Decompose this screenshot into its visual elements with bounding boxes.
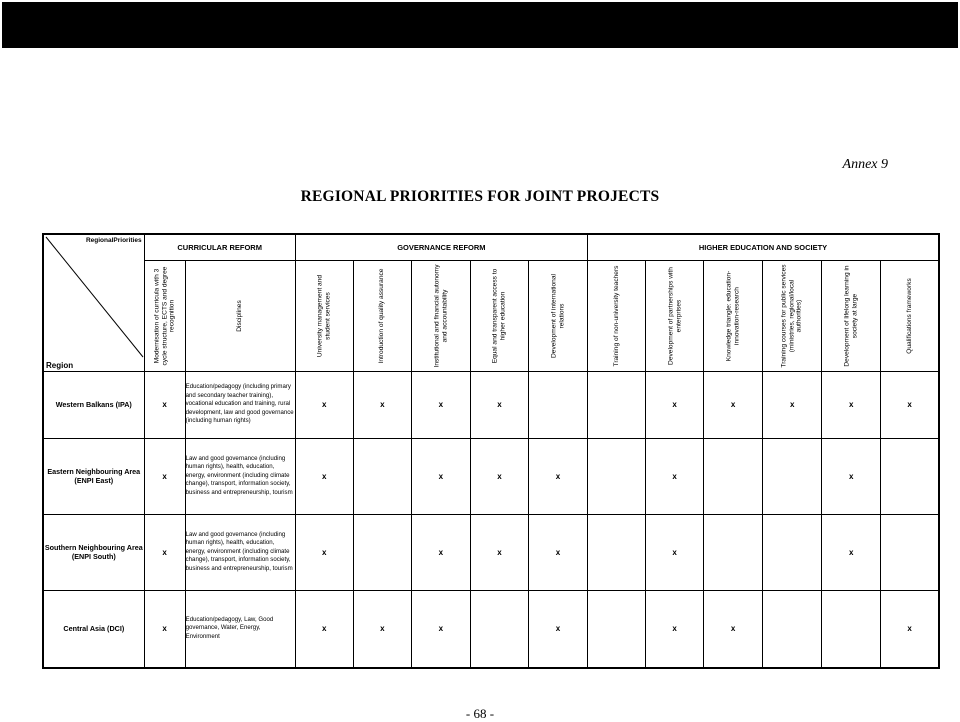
disciplines-cell: Law and good governance (including human rights), health, education, energy, environment (including climate change), transport, information society, business and entrepreneurship, tourism [185,514,295,590]
col-header [185,260,295,371]
disciplines-cell: Law and good governance (including human rights), health, education, energy, environment (including climate change), transport, information society, business and entrepreneurship, tourism [185,438,295,514]
table-row [43,438,939,514]
col-header-text: Equal and transparent access to higher education [491,268,507,363]
table-row [43,514,939,590]
mark-cell [588,438,646,514]
col-header [763,260,822,371]
annex-label: Annex 9 [842,157,888,172]
mark-cell: x [646,514,704,590]
column-header-row [43,260,939,371]
col-header-text: Introduction of quality assurance [378,268,386,363]
mark-cell: x [144,438,185,514]
mark-cell: x [411,514,470,590]
col-header-text: University management and student services [316,274,332,357]
col-header-text: Development of international relations [550,273,565,358]
mark-cell [353,438,411,514]
mark-cell: x [295,514,353,590]
group-header-row [43,234,939,260]
mark-cell: x [646,371,704,438]
mark-cell [588,371,646,438]
col-header [353,260,411,371]
col-header [822,260,881,371]
group-higher-education-society: HIGHER EDUCATION AND SOCIETY [588,234,939,260]
mark-cell: x [144,371,185,438]
col-header-text: Knowledge triangle: education-innovation-research [725,270,741,361]
mark-cell: x [822,371,881,438]
page-number: - 68 - [465,706,495,721]
mark-cell [822,590,881,668]
region-cell: Eastern Neighbouring Area (ENPI East) [43,438,144,514]
col-header [881,260,939,371]
mark-cell: x [646,438,704,514]
region-cell: Southern Neighbouring Area (ENPI South) [43,514,144,590]
group-curricular-reform: CURRICULAR REFORM [144,234,295,260]
disciplines-cell: Education/pedagogy, Law, Good governance, Water, Energy, Environment [185,590,295,668]
corner-priorities-label: RegionalPriorities [85,237,142,244]
region-cell: Central Asia (DCI) [43,590,144,668]
mark-cell: x [822,514,881,590]
table-row [43,371,939,438]
mark-cell [763,590,822,668]
mark-cell [470,590,528,668]
col-header [528,260,587,371]
corner-cell [43,234,144,371]
mark-cell [881,438,939,514]
mark-cell: x [763,371,822,438]
mark-cell: x [353,590,411,668]
col-header-text: Development of lifelong learning in society at large [843,264,859,367]
region-cell: Western Balkans (IPA) [43,371,144,438]
mark-cell [588,590,646,668]
mark-cell: x [881,590,939,668]
col-header [411,260,470,371]
mark-cell: x [704,371,763,438]
priorities-table [42,233,940,669]
col-header [704,260,763,371]
mark-cell [353,514,411,590]
mark-cell: x [470,514,528,590]
col-header-text: Training courses for public services (ministries, regional/local authorities) [780,263,803,368]
mark-cell: x [144,590,185,668]
mark-cell: x [295,438,353,514]
col-header-text: Modernisation of curricula with 3 cycle structure, ECTS and degree recognition [153,266,176,365]
mark-cell: x [528,514,587,590]
mark-cell [528,371,587,438]
mark-cell: x [881,371,939,438]
mark-cell: x [295,590,353,668]
col-header-text: Qualifications frameworks [905,277,913,354]
mark-cell [704,514,763,590]
disciplines-cell: Education/pedagogy (including primary and secondary teacher training), vocational education and training, rural development, law and good governance (including human rights) [185,371,295,438]
col-header [470,260,528,371]
corner-diagonal [44,235,145,372]
mark-cell: x [144,514,185,590]
mark-cell: x [295,371,353,438]
col-header-text: Training of non-university teachers [612,265,620,366]
corner-region-label: Region [46,360,74,370]
mark-cell: x [646,590,704,668]
mark-cell: x [528,438,587,514]
top-black-bar [2,2,958,48]
table-row [43,590,939,668]
mark-cell [763,438,822,514]
page-title: REGIONAL PRIORITIES FOR JOINT PROJECTS [300,188,660,205]
mark-cell [763,514,822,590]
col-header [144,260,185,371]
mark-cell: x [470,371,528,438]
mark-cell [881,514,939,590]
mark-cell: x [353,371,411,438]
mark-cell [588,514,646,590]
mark-cell [704,438,763,514]
group-governance-reform: GOVERNANCE REFORM [295,234,587,260]
col-header-text: Disciplines [236,299,244,332]
col-header [588,260,646,371]
mark-cell: x [411,590,470,668]
mark-cell: x [470,438,528,514]
mark-cell: x [528,590,587,668]
col-header [646,260,704,371]
mark-cell: x [411,438,470,514]
mark-cell: x [704,590,763,668]
col-header-text: Development of partnerships with enterprises [667,266,682,365]
mark-cell: x [411,371,470,438]
col-header [295,260,353,371]
mark-cell: x [822,438,881,514]
col-header-text: Institutional and financial autonomy and accountability [433,264,448,368]
